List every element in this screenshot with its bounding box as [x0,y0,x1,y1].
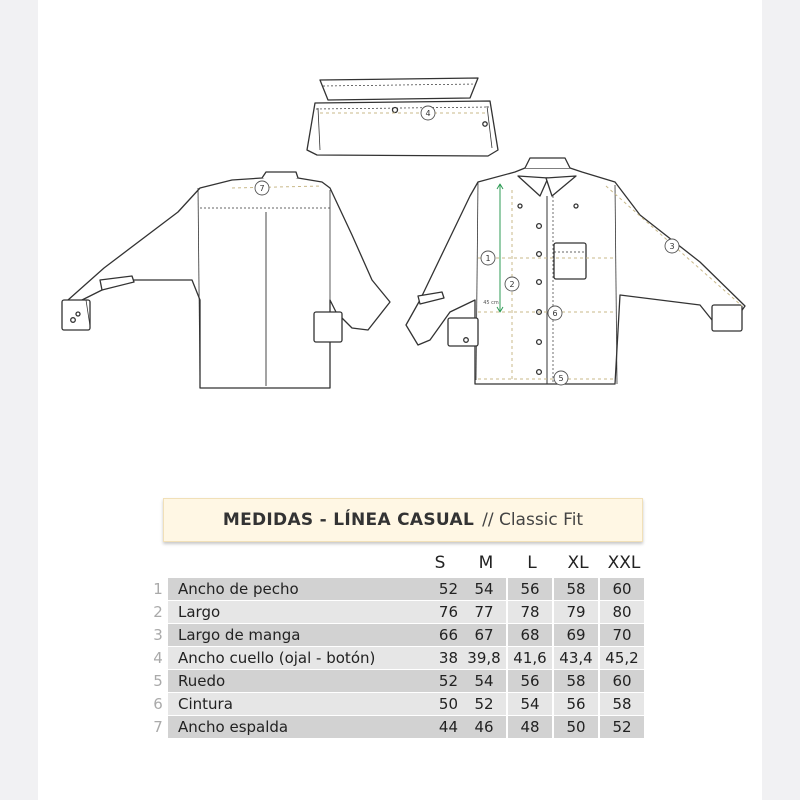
table-row [150,647,656,669]
cell-xxl: 60 [600,670,644,692]
table-subtitle: // Classic Fit [482,510,584,530]
cell-m: 39,8 [462,647,506,669]
cell-m: 52 [462,693,506,715]
cell-xl: 56 [554,693,598,715]
row-number: 5 [153,672,163,690]
size-header-s: S [434,553,446,573]
cell-xl: 79 [554,601,598,623]
table-row [150,693,656,715]
cell-xxl: 70 [600,624,644,646]
row-label: Ancho cuello (ojal - botón) [168,647,416,669]
cell-l: 48 [508,716,552,738]
cell-xxl: 60 [600,578,644,600]
table-row [150,624,656,646]
cell-l: 56 [508,670,552,692]
cell-xl: 50 [554,716,598,738]
size-header-m: M [478,553,494,573]
row-number: 4 [153,649,163,667]
marker-7 [255,181,269,195]
row-number: 3 [153,626,163,644]
cell-xxl: 52 [600,716,644,738]
marker-3 [665,239,679,253]
table-row [150,601,656,623]
size-header-xl: XL [567,553,589,573]
cell-xxl: 80 [600,601,644,623]
shirt-back-illustration [62,172,390,388]
size-header-l: L [527,553,537,573]
row-label: Cintura [168,693,416,715]
row-label: Ruedo [168,670,416,692]
cell-xxl: 58 [600,693,644,715]
cell-s: 44 [414,716,462,738]
row-label: Ancho espalda [168,716,416,738]
marker-1 [481,251,495,265]
table-row [150,716,656,738]
row-number: 1 [153,580,163,598]
table-row [150,670,656,692]
cell-l: 54 [508,693,552,715]
cell-s: 38 [414,647,462,669]
table-title-box [163,498,643,542]
marker-1-label: 1 [485,254,491,263]
cell-s: 52 [414,578,462,600]
marker-6-label: 6 [552,309,558,318]
cell-l: 56 [508,578,552,600]
row-label: Ancho de pecho [168,578,416,600]
size-header-xxl: XXL [607,553,641,573]
collar-illustration [307,78,498,156]
marker-4-label: 4 [425,109,431,118]
cell-s: 76 [414,601,462,623]
cell-s: 52 [414,670,462,692]
row-number: 6 [153,695,163,713]
cell-l: 68 [508,624,552,646]
cell-xxl: 45,2 [600,647,644,669]
dimension-label: 45 cm [483,300,499,306]
cell-s: 50 [414,693,462,715]
cell-m: 67 [462,624,506,646]
cell-l: 78 [508,601,552,623]
marker-3-label: 3 [669,242,675,251]
cell-xl: 58 [554,670,598,692]
cell-m: 54 [462,578,506,600]
marker-2-label: 2 [509,280,515,289]
cell-xl: 43,4 [554,647,598,669]
marker-2 [505,277,519,291]
marker-5-label: 5 [558,374,564,383]
cell-xl: 58 [554,578,598,600]
row-label: Largo [168,601,416,623]
table-row [150,578,656,600]
marker-5 [554,371,568,385]
cell-s: 66 [414,624,462,646]
cell-m: 46 [462,716,506,738]
marker-7-label: 7 [259,184,265,193]
row-number: 2 [153,603,163,621]
row-label: Largo de manga [168,624,416,646]
marker-6 [548,306,562,320]
shirt-front-illustration [406,158,745,384]
table-title: MEDIDAS - LÍNEA CASUAL [222,510,475,530]
cell-l: 41,6 [508,647,552,669]
cell-m: 77 [462,601,506,623]
marker-4 [421,106,435,120]
cell-xl: 69 [554,624,598,646]
row-number: 7 [153,718,163,736]
cell-m: 54 [462,670,506,692]
